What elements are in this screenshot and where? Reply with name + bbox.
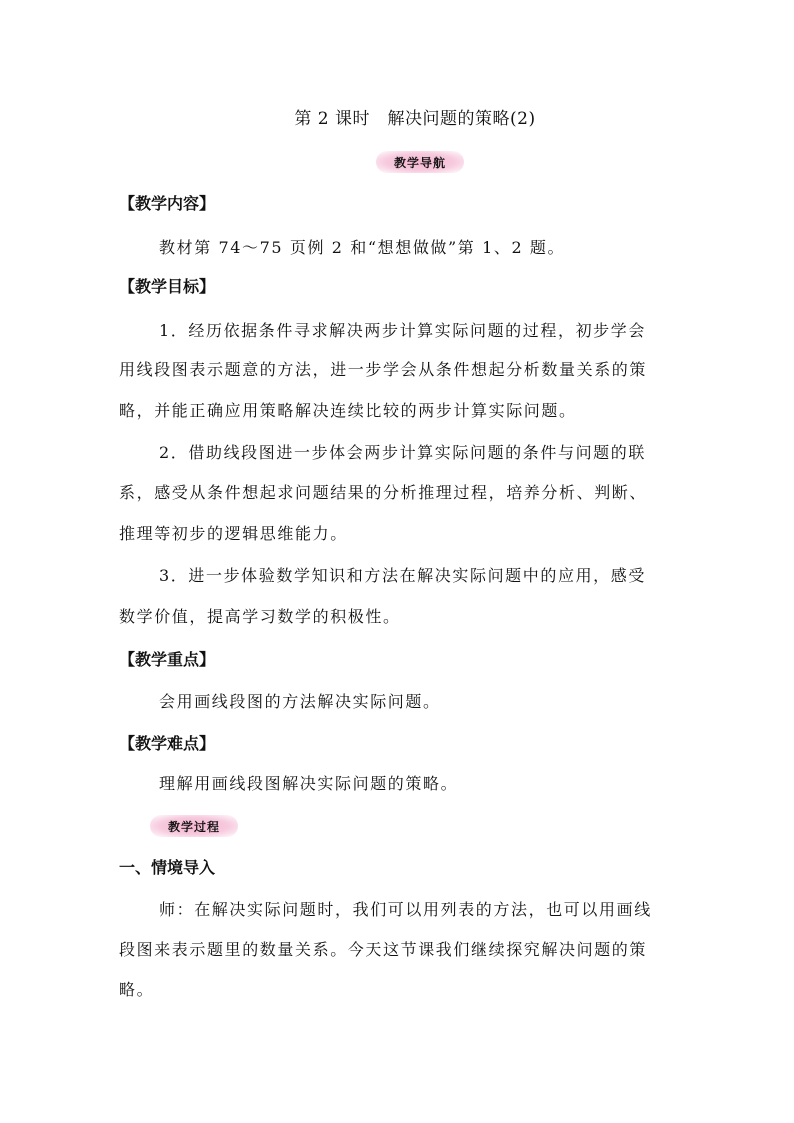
goal-2-line-3: 推理等初步的逻辑思维能力。 (119, 524, 348, 543)
goal-3-line-1: 3．进一步体验数学知识和方法在解决实际问题中的应用，感受 (159, 566, 646, 585)
goals-heading: 【教学目标】 (119, 277, 216, 296)
lesson-title: 第 2 课时 解决问题的策略(2) (294, 109, 536, 129)
difficulty-heading: 【教学难点】 (119, 734, 216, 753)
intro-heading: 一、情境导入 (119, 858, 216, 877)
key-point-heading: 【教学重点】 (119, 650, 216, 669)
content-text: 教材第 74～75 页例 2 和“想想做做”第 1、2 题。 (159, 238, 566, 257)
goal-2-line-2: 系，感受从条件想起求问题结果的分析推理过程，培养分析、判断、 (119, 483, 648, 502)
intro-line-2: 段图来表示题里的数量关系。今天这节课我们继续探究解决问题的策 (119, 940, 648, 959)
difficulty-text: 理解用画线段图解决实际问题的策略。 (159, 774, 459, 793)
key-point-text: 会用画线段图的方法解决实际问题。 (159, 692, 441, 711)
goal-2-line-1: 2．借助线段图进一步体会两步计算实际问题的条件与问题的联 (159, 443, 646, 462)
goal-1-line-3: 略，并能正确应用策略解决连续比较的两步计算实际问题。 (119, 401, 577, 420)
goal-3-line-2: 数学价值，提高学习数学的积极性。 (119, 607, 401, 626)
intro-line-1: 师：在解决实际问题时，我们可以用列表的方法，也可以用画线 (159, 900, 652, 919)
content-heading: 【教学内容】 (119, 194, 216, 213)
teaching-guide-tag: 教学导航 (376, 151, 464, 173)
goal-1-line-1: 1．经历依据条件寻求解决两步计算实际问题的过程，初步学会 (159, 321, 646, 340)
intro-line-3: 略。 (119, 980, 155, 999)
goal-1-line-2: 用线段图表示题意的方法，进一步学会从条件想起分析数量关系的策 (119, 360, 648, 379)
teaching-process-tag: 教学过程 (150, 815, 238, 837)
